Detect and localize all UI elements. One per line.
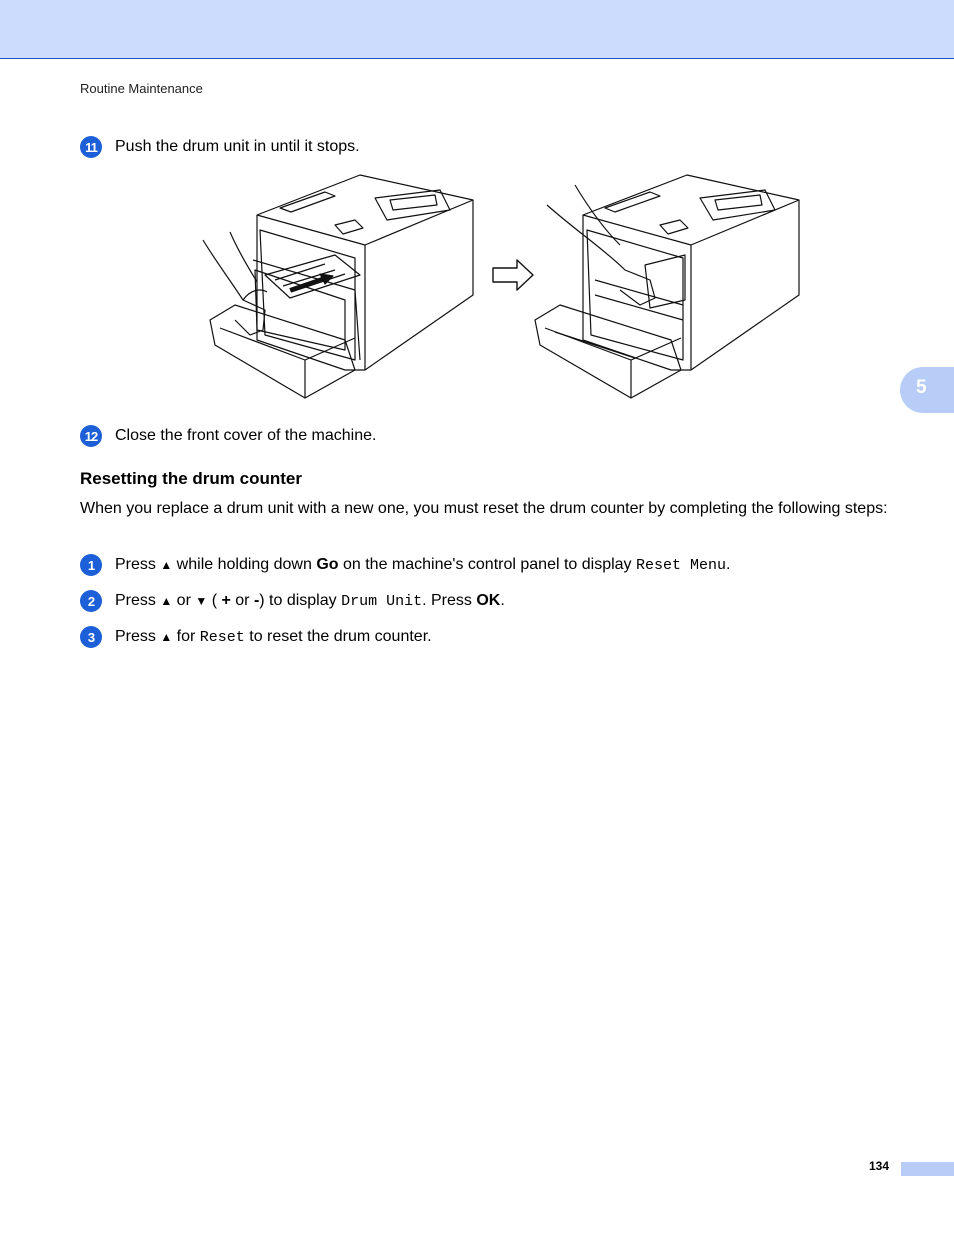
top-band: [0, 0, 954, 59]
step-2-part: . Press: [422, 592, 477, 609]
step-1-text: [115, 556, 730, 574]
up-triangle-icon: ▲: [160, 594, 173, 608]
step-2-part: Press: [115, 592, 161, 609]
chapter-tab: [900, 367, 954, 413]
running-header: Routine Maintenance: [80, 81, 203, 96]
step-2-part: ) to display: [259, 592, 342, 609]
ok-key-label: OK: [476, 592, 501, 609]
chapter-number: 5: [916, 377, 927, 398]
step-12-badge: 12: [80, 425, 102, 447]
printer-drum-inserted-image: [535, 175, 799, 398]
step-1-badge: 1: [80, 554, 102, 576]
go-key-label: Go: [316, 556, 339, 573]
step-3-part: Press: [115, 628, 161, 645]
step-2-text: [115, 592, 505, 610]
step-1-part: on the machine's control panel to display: [338, 556, 636, 573]
step-2-badge: 2: [80, 590, 102, 612]
up-triangle-icon: ▲: [160, 630, 173, 644]
up-triangle-icon: ▲: [160, 558, 173, 572]
reset-menu-display: Reset Menu: [636, 557, 727, 574]
step-1-part: Press: [115, 556, 161, 573]
step-2-part: .: [500, 592, 505, 609]
step-1-part: .: [726, 556, 731, 573]
step-2-part: or: [230, 592, 254, 609]
step-3-badge: 3: [80, 626, 102, 648]
minus-key-label: -: [253, 592, 260, 609]
step-11-badge: 11: [80, 136, 102, 158]
arrow-icon: [493, 260, 533, 290]
step-12-text: Close the front cover of the machine.: [115, 427, 377, 444]
section-intro: When you replace a drum unit with a new one, you must reset the drum counter by completing the following steps:: [80, 500, 888, 517]
step-2-part: or: [172, 592, 196, 609]
step-1-part: while holding down: [172, 556, 317, 573]
plus-key-label: +: [221, 592, 231, 609]
section-heading: Resetting the drum counter: [80, 469, 302, 488]
drum-unit-display: Drum Unit: [341, 593, 423, 610]
page-number: 134: [869, 1159, 890, 1173]
down-triangle-icon: ▼: [195, 594, 208, 608]
step-11-text: Push the drum unit in until it stops.: [115, 138, 360, 155]
step-2-part: (: [207, 592, 222, 609]
drum-unit-illustration: [195, 170, 815, 405]
reset-display: Reset: [199, 629, 245, 646]
printer-inserting-drum-image: [203, 175, 473, 398]
step-3-part: to reset the drum counter.: [244, 628, 432, 645]
step-3-part: for: [172, 628, 200, 645]
step-3-text: [115, 628, 432, 646]
page-number-bar: [901, 1162, 954, 1176]
